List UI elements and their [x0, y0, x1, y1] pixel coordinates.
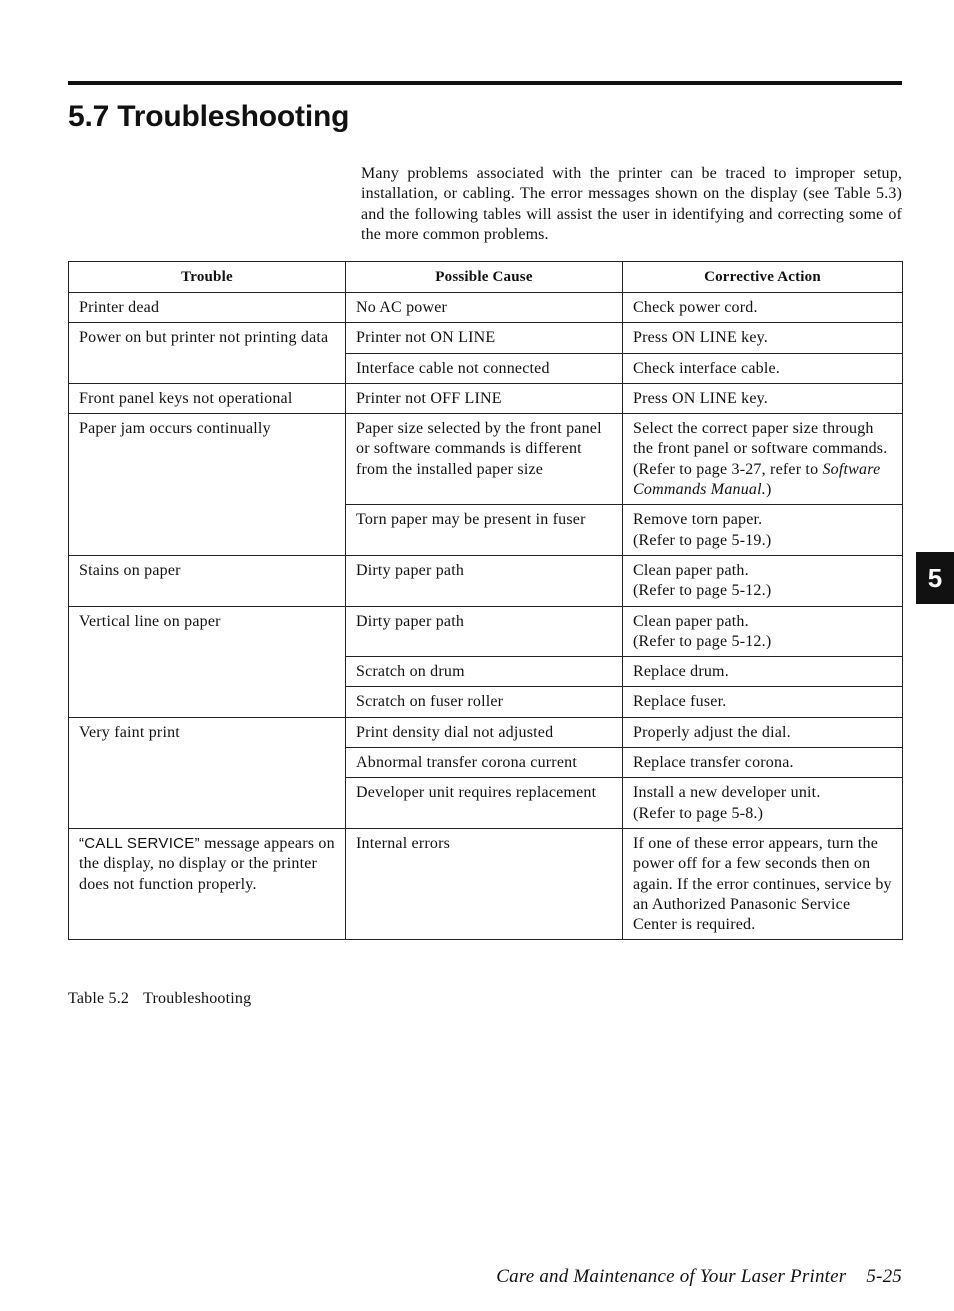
trouble-cell: Very faint print [69, 717, 346, 828]
intro-paragraph: Many problems associated with the printer can be traced to improper setup, installation, or cabling. The error messages shown on the display (see Table 5.3) and the following tables will assist the user in identifying and correcting some of the more common problems. [361, 165, 902, 243]
cause-cell: Printer not OFF LINE [346, 383, 623, 413]
action-cell [623, 778, 903, 829]
cause-cell: Developer unit requires replacement [346, 778, 623, 829]
header-trouble: Trouble [69, 262, 346, 293]
reference-suffix: ) [765, 481, 772, 499]
chapter-tab-number: 5 [927, 562, 943, 593]
action-reference [633, 460, 894, 501]
table-row [69, 293, 903, 323]
action-cell: Replace fuser. [623, 687, 903, 717]
troubleshooting-table [68, 261, 903, 940]
action-cell: Replace drum. [623, 657, 903, 687]
table-header-row [69, 262, 903, 293]
trouble-text: message appears on the display, no display or the printer does not function properly. [79, 834, 335, 893]
top-rule [68, 81, 902, 85]
cause-cell: Dirty paper path [346, 555, 623, 606]
cause-cell: Print density dial not adjusted [346, 717, 623, 747]
action-cell: Properly adjust the dial. [623, 717, 903, 747]
page-number: 5-25 [866, 1266, 902, 1287]
header-possible-cause: Possible Cause [346, 262, 623, 293]
action-cell: Replace transfer corona. [623, 748, 903, 778]
trouble-cell [69, 828, 346, 939]
section-number: 5.7 [68, 100, 110, 133]
cause-cell: Interface cable not connected [346, 353, 623, 383]
table-row [69, 606, 903, 657]
action-cell [623, 555, 903, 606]
page-footer [440, 1266, 902, 1288]
caption-label: Table 5.2 [68, 990, 130, 1007]
action-cell: If one of these error appears, turn the power off for a few seconds then on again. If the error continues, service by an Authorized Panasonic Service Center is required. [623, 828, 903, 939]
cause-cell: Scratch on fuser roller [346, 687, 623, 717]
cause-cell: Abnormal transfer corona current [346, 748, 623, 778]
table-row [69, 828, 903, 939]
cause-cell: Torn paper may be present in fuser [346, 505, 623, 556]
action-text: Clean paper path. [633, 612, 749, 630]
trouble-cell: Front panel keys not operational [69, 383, 346, 413]
table-row [69, 555, 903, 606]
table-caption [68, 990, 251, 1008]
action-cell [623, 505, 903, 556]
action-reference: (Refer to page 5-12.) [633, 632, 772, 650]
caption-text: Troubleshooting [143, 990, 252, 1007]
action-cell [623, 414, 903, 505]
action-cell: Check interface cable. [623, 353, 903, 383]
cause-cell: Internal errors [346, 828, 623, 939]
trouble-cell: Paper jam occurs continually [69, 414, 346, 556]
trouble-cell: Vertical line on paper [69, 606, 346, 717]
action-text: Remove torn paper. [633, 511, 763, 529]
table-row [69, 323, 903, 353]
table-row [69, 717, 903, 747]
manual-title: Software Commands Manual. [633, 460, 881, 499]
footer-title: Care and Maintenance of Your Laser Printer [496, 1266, 847, 1287]
chapter-tab [916, 552, 954, 604]
section-heading [68, 100, 349, 134]
trouble-cell: Printer dead [69, 293, 346, 323]
action-text: Install a new developer unit. [633, 784, 821, 802]
trouble-cell: Power on but printer not printing data [69, 323, 346, 384]
cause-cell: Dirty paper path [346, 606, 623, 657]
cause-cell: Printer not ON LINE [346, 323, 623, 353]
action-text: Select the correct paper size through the front panel or software commands. [633, 420, 888, 458]
cause-cell: Paper size selected by the front panel or software commands is different from the installed paper size [346, 414, 623, 505]
service-message: “CALL SERVICE” [79, 834, 200, 852]
action-reference: (Refer to page 5-19.) [633, 531, 772, 549]
action-reference: (Refer to page 5-12.) [633, 582, 772, 600]
table-row [69, 414, 903, 505]
action-cell [623, 606, 903, 657]
table-row [69, 383, 903, 413]
action-text: Clean paper path. [633, 561, 749, 579]
cause-cell: No AC power [346, 293, 623, 323]
cause-cell: Scratch on drum [346, 657, 623, 687]
action-cell: Press ON LINE key. [623, 323, 903, 353]
action-cell: Press ON LINE key. [623, 383, 903, 413]
reference-prefix: (Refer to page 3-27, refer to [633, 460, 819, 478]
action-cell: Check power cord. [623, 293, 903, 323]
action-reference: (Refer to page 5-8.) [633, 804, 764, 822]
header-corrective-action: Corrective Action [623, 262, 903, 293]
trouble-cell: Stains on paper [69, 555, 346, 606]
section-title: Troubleshooting [117, 100, 350, 133]
